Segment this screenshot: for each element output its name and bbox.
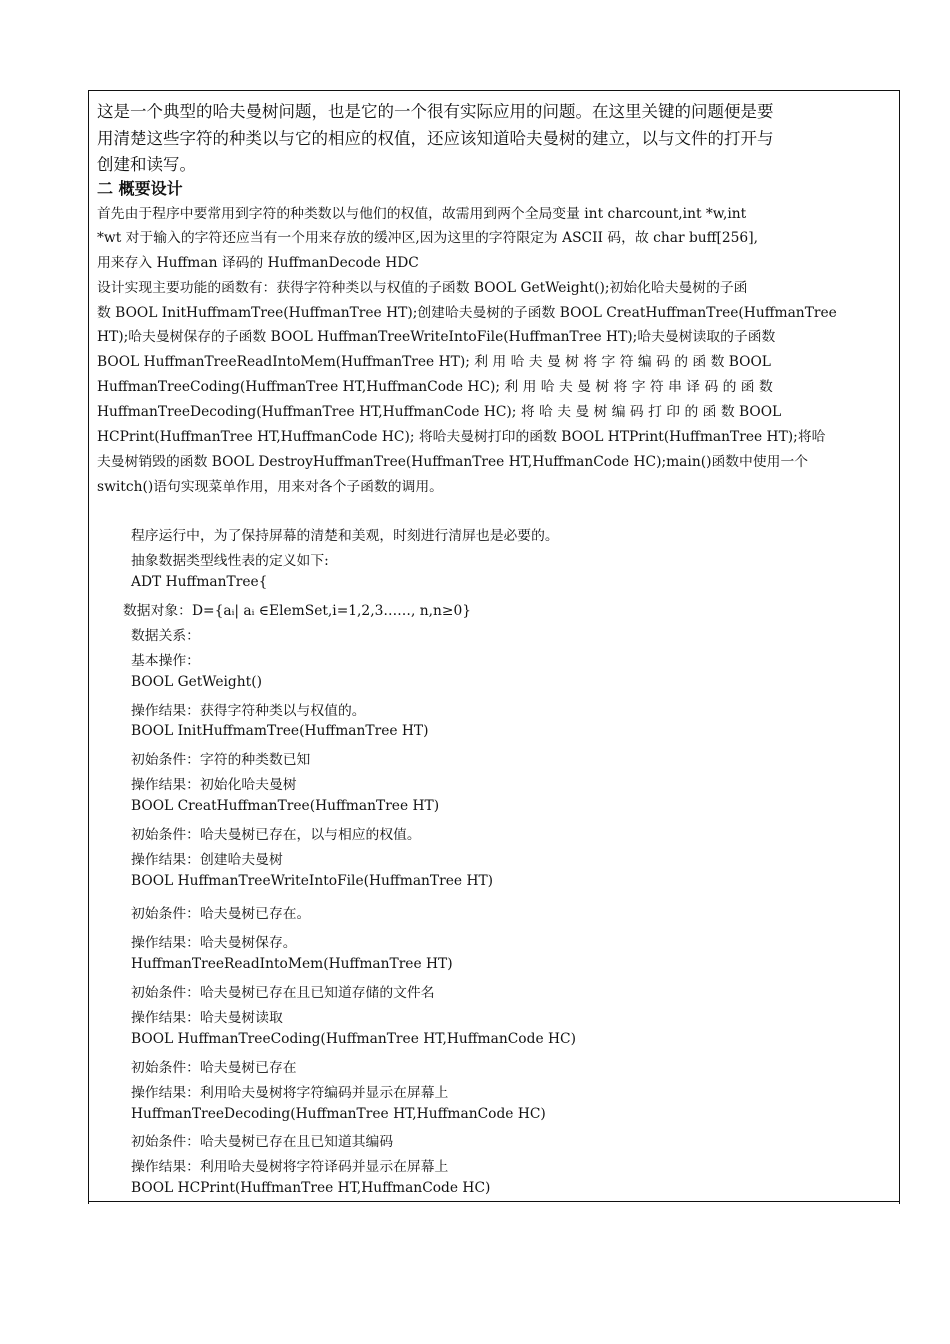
adt-line-11: 操作结果：初始化哈夫曼树 xyxy=(131,777,297,793)
adt-line-22: 初始条件：哈夫曼树已存在 xyxy=(131,1060,297,1076)
intro-line-3: 创建和读写。 xyxy=(97,155,196,174)
adt-line-14: 操作结果：创建哈夫曼树 xyxy=(131,852,283,868)
adt-line-18: HuffmanTreeReadIntoMem(HuffmanTree HT) xyxy=(131,956,453,972)
adt-line-8: 操作结果：获得字符种类以与权值的。 xyxy=(131,703,366,719)
adt-line-5: 数据关系： xyxy=(131,628,200,644)
section-heading: 二 概要设计 xyxy=(97,179,183,198)
adt-line-19: 初始条件：哈夫曼树已存在且已知道存储的文件名 xyxy=(131,985,435,1001)
design-line-5: 数 BOOL InitHuffmamTree(HuffmanTree HT);创建哈夫曼树的子函数 BOOL CreatHuffmanTree(HuffmanTree xyxy=(97,305,837,321)
adt-line-2: 抽象数据类型线性表的定义如下: xyxy=(131,553,329,569)
adt-line-27: BOOL HCPrint(HuffmanTree HT,HuffmanCode HC) xyxy=(131,1180,491,1196)
design-line-7: BOOL HuffmanTreeReadIntoMem(HuffmanTree HT); 利 用 哈 夫 曼 树 将 字 符 编 码 的 函 数 BOOL xyxy=(97,354,771,370)
adt-line-25: 初始条件：哈夫曼树已存在且已知道其编码 xyxy=(131,1134,394,1150)
adt-line-17: 操作结果：哈夫曼树保存。 xyxy=(131,935,297,951)
intro-line-1: 这是一个典型的哈夫曼树问题，也是它的一个很有实际应用的问题。在这里关键的问题便是要 xyxy=(97,102,774,121)
adt-line-13: 初始条件：哈夫曼树已存在，以与相应的权值。 xyxy=(131,827,421,843)
adt-line-9: BOOL InitHuffmamTree(HuffmanTree HT) xyxy=(131,723,429,739)
adt-line-26: 操作结果：利用哈夫曼树将字符译码并显示在屏幕上 xyxy=(131,1159,449,1175)
adt-line-21: BOOL HuffmanTreeCoding(HuffmanTree HT,HuffmanCode HC) xyxy=(131,1031,576,1047)
adt-line-15: BOOL HuffmanTreeWriteIntoFile(HuffmanTree HT) xyxy=(131,873,494,889)
adt-line-16: 初始条件：哈夫曼树已存在。 xyxy=(131,906,311,922)
adt-line-24: HuffmanTreeDecoding(HuffmanTree HT,HuffmanCode HC) xyxy=(131,1106,546,1122)
adt-line-23: 操作结果：利用哈夫曼树将字符编码并显示在屏幕上 xyxy=(131,1085,449,1101)
design-line-8: HuffmanTreeCoding(HuffmanTree HT,HuffmanCode HC); 利 用 哈 夫 曼 树 将 字 符 串 译 码 的 函 数 xyxy=(97,379,773,395)
design-line-4: 设计实现主要功能的函数有：获得字符种类以与权值的子函数 BOOL GetWeight();初始化哈夫曼树的子函 xyxy=(97,280,748,296)
design-line-6: HT);哈夫曼树保存的子函数 BOOL HuffmanTreeWriteIntoFile(HuffmanTree HT);哈夫曼树读取的子函数 xyxy=(97,329,776,345)
adt-line-3: ADT HuffmanTree{ xyxy=(131,574,268,590)
adt-line-7: BOOL GetWeight() xyxy=(131,674,262,690)
design-line-3: 用来存入 Huffman 译码的 HuffmanDecode HDC xyxy=(97,255,419,271)
intro-line-2: 用清楚这些字符的种类以与它的相应的权值，还应该知道哈夫曼树的建立，以与文件的打开与 xyxy=(97,129,774,148)
table-bottom-border xyxy=(88,1201,899,1202)
design-line-1: 首先由于程序中要常用到字符的种类数以与他们的权值，故需用到两个全局变量 int charcount,int *w,int xyxy=(97,206,747,222)
design-line-2: *wt 对于输入的字符还应当有一个用来存放的缓冲区,因为这里的字符限定为 ASCII 码，故 char buff[256], xyxy=(97,230,758,246)
design-line-9: HuffmanTreeDecoding(HuffmanTree HT,HuffmanCode HC); 将 哈 夫 曼 树 编 码 打 印 的 函 数 BOOL xyxy=(97,404,782,420)
adt-line-10: 初始条件：字符的种类数已知 xyxy=(131,752,311,768)
adt-line-20: 操作结果：哈夫曼树读取 xyxy=(131,1010,283,1026)
design-line-10: HCPrint(HuffmanTree HT,HuffmanCode HC); 将哈夫曼树打印的函数 BOOL HTPrint(HuffmanTree HT);将哈 xyxy=(97,429,826,445)
design-line-11: 夫曼树销毁的函数 BOOL DestroyHuffmanTree(HuffmanTree HT,HuffmanCode HC);main()函数中使用一个 xyxy=(97,454,809,470)
adt-line-12: BOOL CreatHuffmanTree(HuffmanTree HT) xyxy=(131,798,440,814)
adt-line-1: 程序运行中，为了保持屏幕的清楚和美观，时刻进行清屏也是必要的。 xyxy=(131,528,559,544)
adt-line-4: 数据对象：D={aᵢ| aᵢ ∈ElemSet,i=1,2,3……, n,n≥0} xyxy=(123,603,472,619)
design-line-12: switch()语句实现菜单作用，用来对各个子函数的调用。 xyxy=(97,479,443,495)
adt-line-6: 基本操作： xyxy=(131,653,200,669)
